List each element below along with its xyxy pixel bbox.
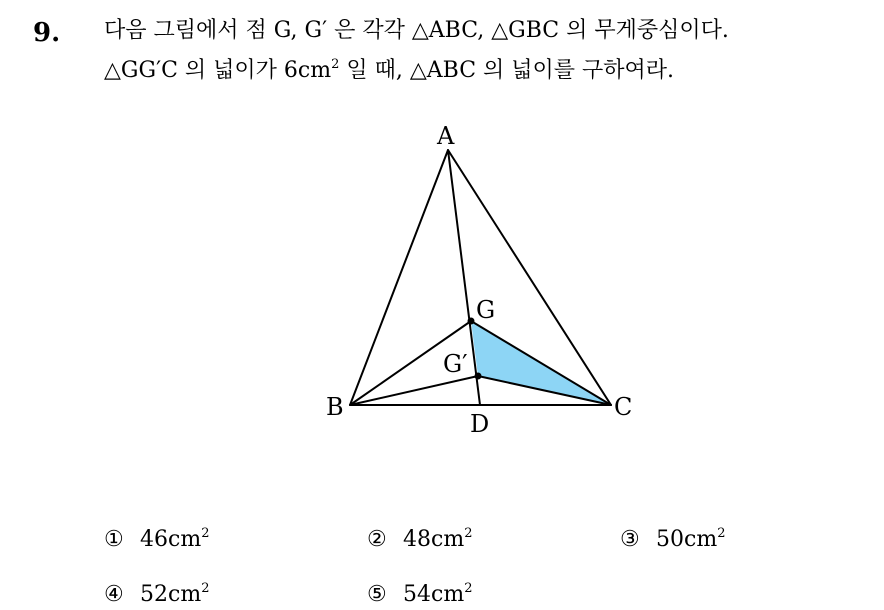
- choice-3-value: 50cm: [656, 527, 718, 552]
- choice-5-mark: ⑤: [367, 582, 387, 607]
- question-text-line-2-superscript: 2: [331, 57, 340, 72]
- choice-5-value: 54cm: [403, 582, 465, 607]
- choice-2-mark: ②: [367, 527, 387, 552]
- question-text-line-2-end: 일 때, △ABC 의 넓이를 구하여라.: [339, 58, 675, 83]
- question-text-line-2-start: △GG′C 의 넓이가 6cm: [104, 58, 332, 83]
- choice-4-mark: ④: [104, 582, 124, 607]
- label-g: G: [476, 296, 496, 324]
- choice-2[interactable]: [367, 527, 472, 552]
- point-g-prime: [475, 373, 482, 380]
- choice-2-value: 48cm: [403, 527, 465, 552]
- label-a: A: [437, 122, 455, 150]
- choice-5[interactable]: [367, 582, 472, 607]
- choice-4-superscript: 2: [201, 581, 210, 596]
- label-g-prime: G′: [443, 350, 468, 378]
- choice-4-value: 52cm: [140, 582, 202, 607]
- question-text-line-1: 다음 그림에서 점 G, G′ 은 각각 △ABC, △GBC 의 무게중심이다.: [104, 18, 729, 43]
- choice-5-superscript: 2: [464, 581, 473, 596]
- label-d: D: [470, 410, 490, 438]
- choice-4[interactable]: [104, 582, 209, 607]
- choice-1[interactable]: [104, 527, 209, 552]
- choice-3-mark: ③: [620, 527, 640, 552]
- choice-2-superscript: 2: [464, 526, 473, 541]
- choice-1-mark: ①: [104, 527, 124, 552]
- choice-3[interactable]: [620, 527, 725, 552]
- choice-3-superscript: 2: [717, 526, 726, 541]
- choice-1-value: 46cm: [140, 527, 202, 552]
- label-c: C: [614, 393, 633, 421]
- point-g: [468, 318, 475, 325]
- question-number: 9.: [33, 18, 61, 48]
- choice-1-superscript: 2: [201, 526, 210, 541]
- label-b: B: [326, 393, 344, 421]
